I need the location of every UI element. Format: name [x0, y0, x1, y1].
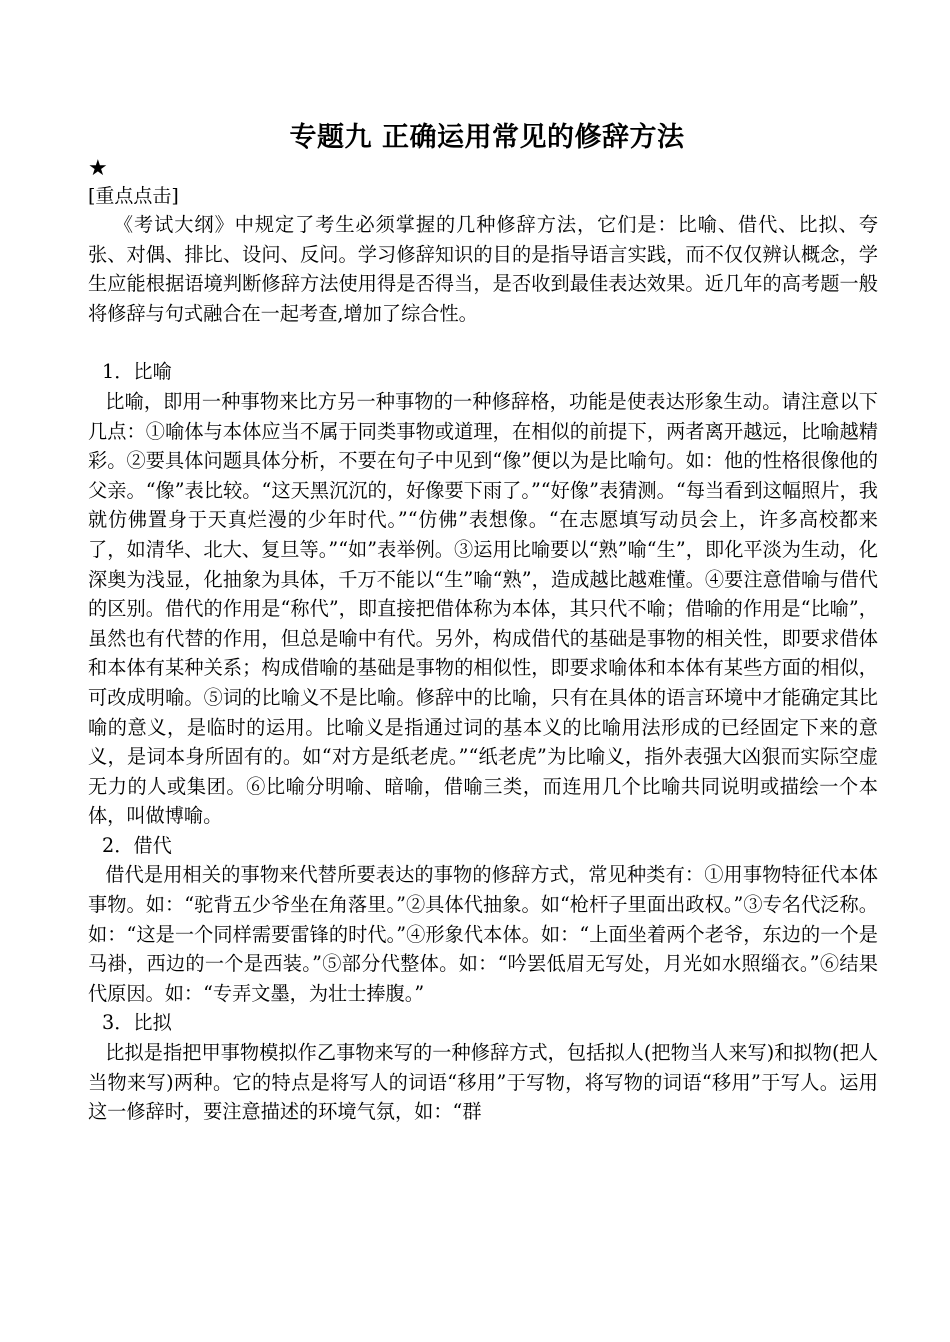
section-body-metaphor: 比喻，即用一种事物来比方另一种事物的一种修辞格，功能是使表达形象生动。请注意以下几点：①喻体与本体应当不属于同类事物或道理，在相似的前提下，两者离开越远，比喻越精彩。②要具体问题具体分析，不要在句子中见到“像”便以为是比喻句。如：他的性格很像他的父亲。“像”表比较。“这天黑沉沉的，好像要下雨了。”“好像”表猜测。“每当看到这幅照片，我就仿佛置身于天真烂漫的少年时代。”“仿佛”表想像。“在志愿填写动员会上，许多高校都来了，如清华、北大、复旦等。”“如”表举例。③运用比喻要以“熟”喻“生”，即化平淡为生动，化深奥为浅显，化抽象为具体，千万不能以“生”喻“熟”，造成越比越难懂。④要注意借喻与借代的区别。借代的作用是“称代”，即直接把借体称为本体，其只代不喻；借喻的作用是“比喻”，虽然也有代替的作用，但总是喻中有代。另外，构成借代的基础是事物的相关性，即要求借体和本体有某种关系；构成借喻的基础是事物的相似性，即要求喻体和本体有某些方面的相似，可改成明喻。⑤词的比喻义不是比喻。修辞中的比喻，只有在具体的语言环境中才能确定其比喻的意义，是临时的运用。比喻义是指通过词的基本义的比喻用法形成的已经固定下来的意义，是词本身所固有的。如“对方是纸老虎。”“纸老虎”为比喻义，指外表强大凶狠而实际空虚无力的人或集团。⑥比喻分明喻、暗喻，借喻三类，而连用几个比喻共同说明或描绘一个本体，叫做博喻。 — [88, 389, 878, 828]
section-body-metonymy: 借代是用相关的事物来代替所要表达的事物的修辞方式，常见种类有：①用事物特征代本体事物。如：“驼背五少爷坐在角落里。”②具体代抽象。如“枪杆子里面出政权。”③专名代泛称。如：“这是一个同样需要雷锋的时代。”④形象代本体。如：“上面坐着两个老爷，东边的一个是马褂，西边的一个是西装。”⑤部分代整体。如：“吟罢低眉无写处，月光如水照缁衣。”⑥结果代原因。如：“专弄文墨，为壮士捧腹。” — [88, 863, 878, 1005]
section-heading-metaphor: 1．比喻 — [102, 360, 172, 384]
document-page — [88, 118, 878, 1127]
section-tag: [重点点击] — [88, 185, 179, 207]
intro-paragraph: 《考试大纲》中规定了考生必须掌握的几种修辞方法，它们是：比喻、借代、比拟、夸张、对偶、排比、设问、反问。学习修辞知识的目的是指导语言实践，而不仅仅辨认概念，学生应能根据语境判断修辞方法使用得是否得当，是否收到最佳表达效果。近几年的高考题一般将修辞与句式融合在一起考查,增加了综合性。 — [88, 213, 878, 325]
section-heading-metonymy: 2．借代 — [102, 833, 172, 857]
paragraph-gap — [88, 328, 878, 357]
section-body-personification: 比拟是指把甲事物模拟作乙事物来写的一种修辞方式，包括拟人(把物当人来写)和拟物(把人当物来写)两种。它的特点是将写人的词语“移用”于写物，将写物的词语“移用”于写人。运用这一修辞时，要注意描述的环境气氛，如：“群 — [88, 1041, 878, 1124]
section-heading-personification: 3．比拟 — [102, 1011, 172, 1035]
document-title: 专题九 正确运用常见的修辞方法 — [289, 122, 685, 153]
star-icon: ★ — [88, 156, 108, 181]
